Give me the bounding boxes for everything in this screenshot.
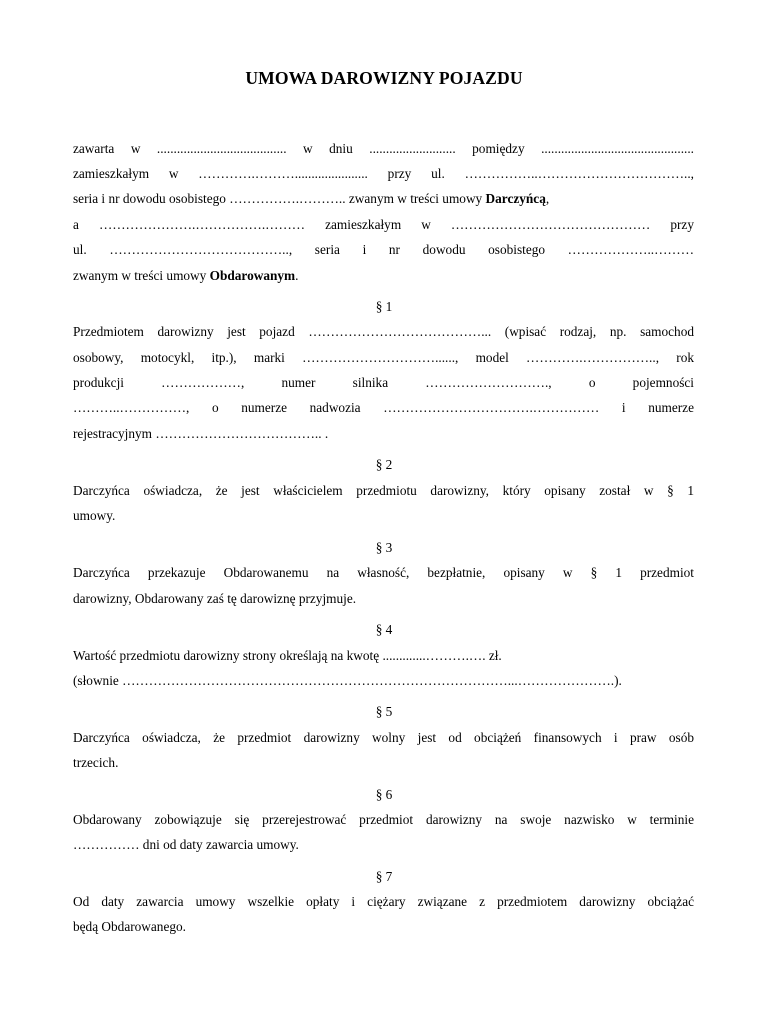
intro-line-3-punct: , — [545, 191, 550, 206]
section-1-line-1: Przedmiotem darowizny jest pojazd …………………………………... (wpisać rodzaj, np. samochod — [73, 324, 694, 339]
section-1-line-2: osobowy, motocykl, itp.), marki …………………………......, model ………….…………….., rok — [73, 350, 694, 365]
section-heading-7: § 7 — [375, 869, 393, 884]
section-3-line-2: darowizny, Obdarowany zaś tę darowiznę przyjmuje. — [73, 591, 357, 606]
section-6-line-1: Obdarowany zobowiązuje się przerejestrować przedmiot darowizny na swoje nazwisko w terminie — [73, 812, 694, 827]
section-4-line-2: (słownie ……………………………………………………………………………...………………….). — [73, 673, 622, 688]
intro-line-2: zamieszkałym w ………….………...................... przy ul. ……………..…………………………….., — [73, 166, 694, 181]
section-heading-5: § 5 — [375, 704, 393, 719]
intro-line-6 — [73, 267, 694, 285]
section-5-line-1: Darczyńca oświadcza, że przedmiot darowizny wolny jest od obciążeń finansowych i praw osób — [73, 730, 694, 745]
section-5-line-2: trzecich. — [73, 755, 119, 770]
intro-line-3-text: seria i nr dowodu osobistego …………….……….. zwanym w treści umowy — [73, 191, 486, 206]
section-heading-1: § 1 — [375, 299, 393, 314]
intro-line-4: a ………………….…………….……… zamieszkałym w ……………………………………… przy — [73, 217, 694, 232]
donor-term: Darczyńcą — [485, 191, 546, 206]
intro-line-6-text: zwanym w treści umowy — [73, 268, 210, 283]
section-7-line-2: będą Obdarowanego. — [73, 919, 186, 934]
section-1-line-5: rejestracyjnym ……………………………….. . — [73, 426, 329, 441]
section-2-line-2: umowy. — [73, 508, 116, 523]
intro-line-3 — [73, 190, 694, 208]
section-heading-4: § 4 — [375, 622, 393, 637]
section-heading-3: § 3 — [375, 540, 393, 555]
section-6-line-2: …………… dni od daty zawarcia umowy. — [73, 837, 299, 852]
section-1-line-4: ………..……………, o numerze nadwozia …………………………….…………… i numerze — [73, 400, 694, 415]
section-2-line-1: Darczyńca oświadcza, że jest właścicielem przedmiotu darowizny, który opisany został w § 1 — [73, 483, 694, 498]
intro-line-1: zawarta w ....................................... w dniu .......................... pomiędzy .............................................. — [73, 141, 694, 156]
section-4-line-1: Wartość przedmiotu darowizny strony określają na kwotę .............……….…. zł. — [73, 648, 502, 663]
document-title: UMOWA DAROWIZNY POJAZDU — [245, 68, 523, 88]
section-3-line-1: Darczyńca przekazuje Obdarowanemu na własność, bezpłatnie, opisany w § 1 przedmiot — [73, 565, 694, 580]
donee-term: Obdarowanym — [209, 268, 296, 283]
section-1-line-3: produkcji ………………, numer silnika ………………………., o pojemności — [73, 375, 694, 390]
intro-line-5: ul. ………………………………….., seria i nr dowodu osobistego ………………..……… — [73, 242, 694, 257]
intro-line-6-punct: . — [295, 268, 299, 283]
section-heading-6: § 6 — [375, 787, 393, 802]
section-7-line-1: Od daty zawarcia umowy wszelkie opłaty i ciężary związane z przedmiotem darowizny obciążać — [73, 894, 694, 909]
section-heading-2: § 2 — [375, 457, 393, 472]
